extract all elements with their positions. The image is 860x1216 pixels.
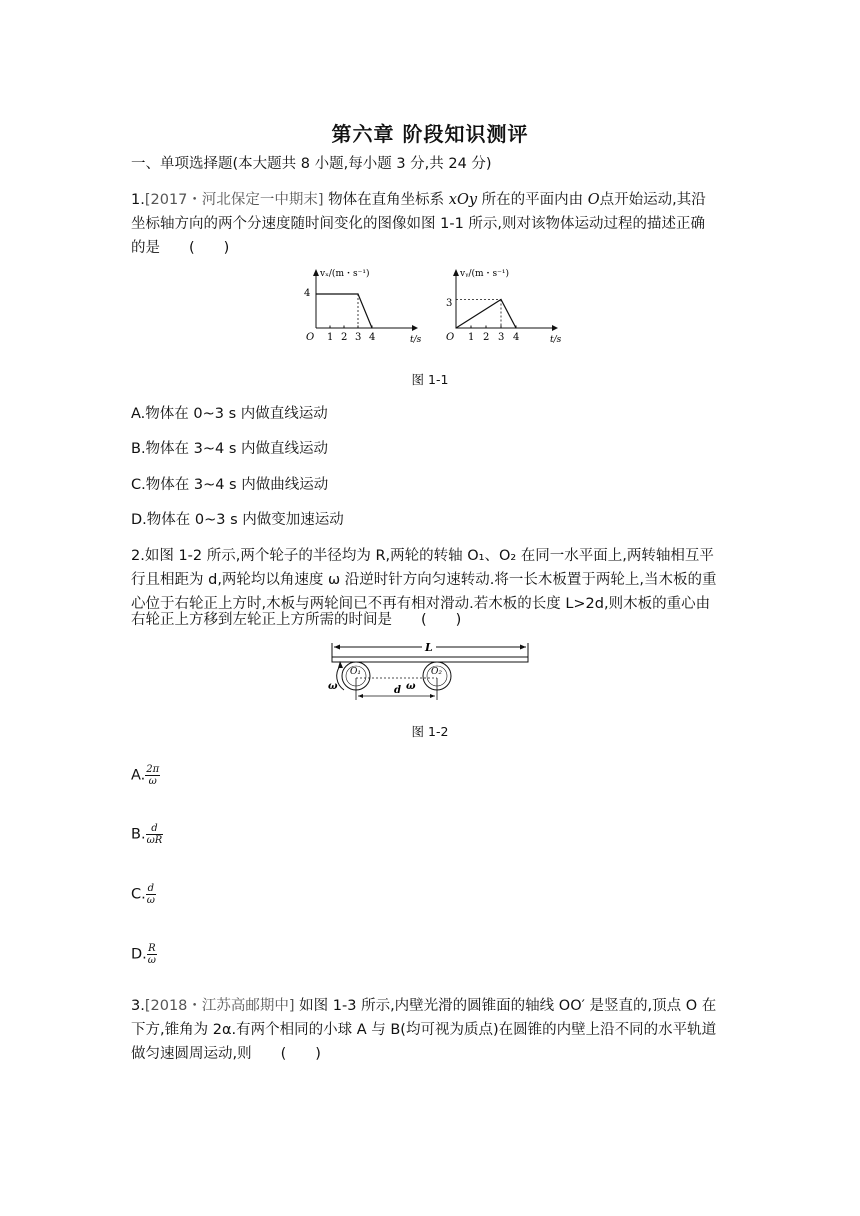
graph-vy-ylabel: vᵧ/(m・s⁻¹) (460, 269, 510, 279)
graph-vx-x-arrow (412, 325, 418, 331)
figure-1-1-caption: 图 1-1 (411, 372, 449, 387)
q2-line-3: 心位于右轮正上方时,木板与两轮间已不再有相对滑动.若木板的长度 L>2d,则木板的重心由 (131, 596, 711, 612)
graph-vy-y-arrow (453, 269, 459, 276)
q3-text: 如图 1-3 所示,内壁光滑的圆锥面的轴线 OO′ 是竖直的,顶点 O 在 (299, 998, 717, 1014)
graph-vx-data-point (357, 293, 358, 294)
fraction-numerator: d (146, 823, 164, 835)
q1-source: [2017・河北保定一中期末] (144, 192, 324, 208)
q1-var-o: O (587, 192, 600, 208)
q3-line-1 (131, 994, 716, 1015)
d-arrow-right (430, 694, 435, 698)
q2-option-a[interactable] (131, 764, 160, 787)
graph-vy-data-point (500, 299, 501, 300)
q1-var-xoy: xOy (448, 192, 478, 208)
q1-option-c[interactable]: C.物体在 3~4 s 内做曲线运动 (131, 477, 329, 493)
graph-vy-origin: O (446, 332, 455, 343)
q1-option-b[interactable]: B.物体在 3~4 s 内做直线运动 (131, 441, 329, 457)
q2-option-d-fraction (147, 943, 157, 966)
graph-vy-data-point (515, 327, 516, 328)
label-omega-left: ω (328, 681, 338, 692)
graph-vy-data-point (455, 327, 456, 328)
length-arrow-left (334, 645, 340, 650)
fraction-denominator: ω (146, 895, 155, 906)
fraction-numerator: R (148, 943, 156, 954)
label-omega-right: ω (406, 681, 416, 692)
graph-vy-x-arrow (552, 325, 558, 331)
q1-line-2: 坐标轴方向的两个分速度随时间变化的图像如图 1-1 所示,则对该物体运动过程的描述正确 (131, 216, 706, 232)
graph-vx-series-line (316, 294, 372, 328)
graph-vy (446, 268, 562, 345)
q1-number: 1. (131, 192, 145, 208)
wooden-board (332, 657, 528, 662)
length-label: L (425, 641, 433, 654)
fraction-denominator: ω (147, 955, 156, 966)
figure-1-2 (326, 638, 536, 704)
q2-option-b-label: B. (131, 826, 146, 843)
d-label: d (394, 685, 401, 696)
q1-option-a[interactable]: A.物体在 0~3 s 内做直线运动 (131, 406, 328, 422)
q2-option-c[interactable] (131, 883, 156, 906)
graph-vy-series-line (456, 300, 516, 329)
q1-text: 物体在直角坐标系 (328, 192, 445, 208)
graph-vx-xtick-label: 3 (355, 332, 362, 343)
graph-vy-xtick-label: 1 (468, 332, 475, 343)
fraction-denominator: ω (148, 776, 157, 787)
figure-1-1 (300, 264, 570, 350)
q2-option-b[interactable] (131, 823, 163, 846)
q3-number: 3. (131, 998, 145, 1014)
fraction-numerator: d (147, 883, 155, 894)
q2-option-a-label: A. (131, 767, 146, 784)
d-arrow-left (358, 694, 363, 698)
fraction-numerator: 2π (146, 764, 160, 775)
q1-text-c: 点开始运动,其沿 (599, 192, 706, 208)
graph-vx-data-point (371, 327, 372, 328)
graph-vx-origin: O (306, 332, 315, 343)
graph-vy-xtick-label: 4 (513, 332, 520, 343)
q1-option-d[interactable]: D.物体在 0~3 s 内做变加速运动 (131, 512, 344, 528)
graph-vy-xlabel: t/s (550, 335, 562, 345)
q1-line-1 (131, 188, 706, 209)
q3-line-2: 下方,锥角为 2α.有两个相同的小球 A 与 B(均可视为质点)在圆锥的内壁上沿不同的水平轨道 (131, 1022, 717, 1038)
figure-1-2-caption: 图 1-2 (411, 724, 449, 739)
q2-option-d-label: D. (131, 946, 147, 963)
q2-option-d[interactable] (131, 943, 157, 966)
q2-option-b-fraction (146, 823, 164, 846)
q2-option-c-fraction (146, 883, 156, 906)
q3-source: [2018・江苏高邮期中] (144, 998, 295, 1014)
q3-line-3: 做匀速圆周运动,则 ( ) (131, 1046, 321, 1062)
q2-line-4: 右轮正上方移到左轮正上方所需的时间是 ( ) (131, 612, 462, 628)
label-o2: O₂ (431, 667, 442, 677)
fraction-denominator: ωR (146, 835, 163, 846)
q2-line-1: 2.如图 1-2 所示,两个轮子的半径均为 R,两轮的转轴 O₁、O₂ 在同一水平面上,两转轴相互平 (131, 548, 714, 564)
graph-vx-data-point (315, 293, 316, 294)
graph-vx-y-arrow (313, 269, 319, 276)
graph-vx-xlabel: t/s (410, 335, 422, 345)
graph-vy-xtick-label: 3 (498, 332, 505, 343)
q2-option-a-fraction (145, 764, 160, 787)
label-o1: O₁ (350, 667, 361, 677)
graph-vx-xtick-label: 2 (341, 332, 348, 343)
graph-vy-ytick: 3 (446, 298, 453, 309)
page-title: 第六章 阶段知识测评 (331, 122, 529, 146)
q1-text-b: 所在的平面内由 (481, 192, 584, 208)
q2-line-2: 行且相距为 d,两轮均以角速度 ω 沿逆时针方向匀速转动.将一长木板置于两轮上,当木板的重 (131, 572, 717, 588)
graph-vx-xtick-label: 4 (369, 332, 376, 343)
graph-vx-xtick-label: 1 (327, 332, 334, 343)
q2-option-c-label: C. (131, 886, 146, 903)
section-heading: 一、单项选择题(本大题共 8 小题,每小题 3 分,共 24 分) (131, 156, 492, 172)
graph-vy-xtick-label: 2 (483, 332, 490, 343)
length-arrow-right (520, 645, 526, 650)
q1-line-3: 的是 ( ) (131, 240, 230, 256)
graph-vx (304, 268, 422, 345)
graph-vx-ytick: 4 (304, 288, 311, 299)
graph-vx-ylabel: vₓ/(m・s⁻¹) (320, 269, 370, 279)
